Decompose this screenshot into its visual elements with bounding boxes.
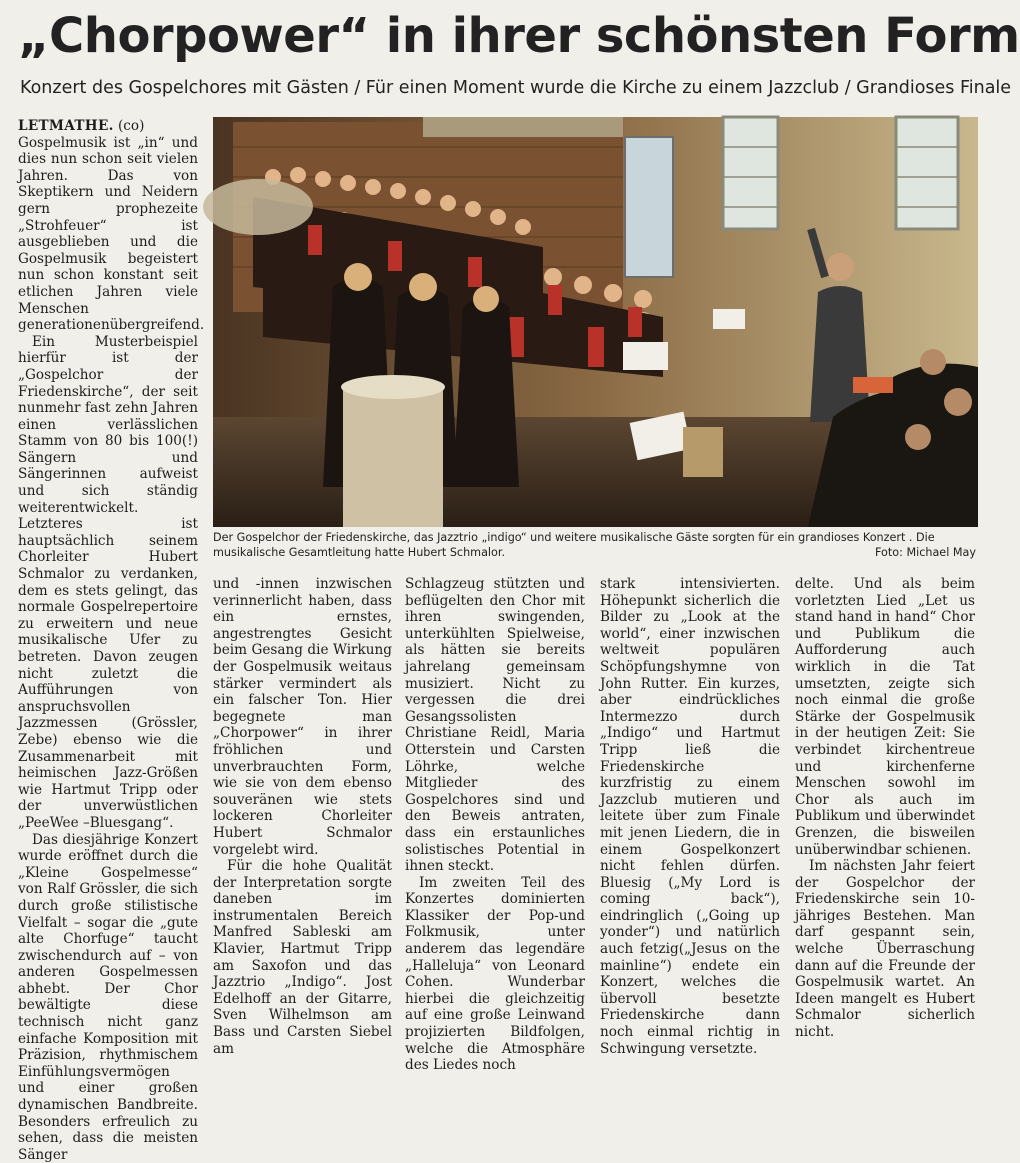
dateline-author: (co)	[113, 118, 145, 134]
text-column-2	[213, 576, 392, 1057]
photo-caption	[213, 530, 978, 560]
caption-text: Der Gospelchor der Friedenskirche, das Jazztrio „indigo“ und weitere musikalische Gäste sorgten für ein grandioses Konzert . Die musikalische Gesamtleitung hatte Hubert Schmalor.	[213, 531, 935, 559]
paragraph: delte. Und als beim vorletzten Lied „Let us stand hand in hand“ Chor und Publikum die Aufforderung auch wirklich in die Tat umsetzten, zeigte sich noch einmal die große Stärke der Gospelmusik in der heutigen Zeit: Sie verbindet kirchentreue und kirchenferne Menschen sowohl im Chor als auch im Publikum und überwindet Grenzen, die bisweilen unüberwindbar schienen.	[795, 576, 975, 858]
paragraph-text: Gospelmusik ist „in“ und dies nun schon seit vielen Jahren. Das von Skeptikern und Neidern gern prophezeite „Strohfeuer“ ist ausgeblieben und die Gospelmusik begeistert nun schon konstant seit etlichen Jahren viele Menschen generationenübergreifend.	[18, 134, 205, 334]
paragraph: Das diesjährige Konzert wurde eröffnet durch die „Kleine Gospelmesse“ von Ralf Grössler, die sich durch große stilistische Vielfalt – sogar die „gute alte Chorfuge“ taucht zwischendurch auf – von anderen Gospelmessen abhebt. Der Chor bewältigte diese technisch nicht ganz einfache Komposition mit Präzision, rhythmischem Einfühlungsvermögen und einer großen dynamischen Bandbreite. Besonders erfreulich zu sehen, dass die meisten Sänger	[18, 831, 198, 1163]
subheadline: Konzert des Gospelchores mit Gästen / Für einen Moment wurde die Kirche zu einem Jazzclub / Grandioses Finale	[20, 78, 1012, 98]
paragraph	[18, 118, 205, 334]
text-column-3	[405, 576, 585, 1074]
text-column-4	[600, 576, 780, 1057]
paragraph: Im zweiten Teil des Konzertes dominierten Klassiker der Pop-und Folkmusik, unter anderem das legendäre „Halleluja“ von Leonard Cohen. Wunderbar hierbei die gleichzeitig auf eine große Leinwand projizierten Bildfolgen, welche die Atmosphäre des Liedes noch	[405, 874, 585, 1074]
dateline: LETMATHE.	[18, 118, 114, 134]
choir-photo-illustration	[213, 117, 978, 527]
text-column-1	[18, 118, 205, 1163]
text-column-5	[795, 576, 975, 1041]
concert-photo	[213, 117, 978, 527]
paragraph: Im nächsten Jahr feiert der Gospelchor der Friedenskirche sein 10-jähriges Bestehen. Man darf gespannt sein, welche Überraschung dann auf die Freunde der Gospelmusik wartet. An Ideen mangelt es Hubert Schmalor sicherlich nicht.	[795, 858, 975, 1041]
paragraph: Schlagzeug stützten und beflügelten den Chor mit ihren swingenden, unterkühlten Spielweise, als hätten sie bereits jahrelang gemeinsam musiziert. Nicht zu vergessen die drei Gesangssolisten Christiane Reidl, Maria Otterstein und Carsten Löhrke, welche Mitglieder des Gospelchores sind und den Beweis antraten, dass ein erstaunliches solistisches Potential in ihnen steckt.	[405, 576, 585, 875]
photo-credit: Foto: Michael May	[875, 546, 976, 559]
headline: „Chorpower“ in ihrer schönsten Form	[18, 8, 1020, 64]
paragraph: Für die hohe Qualität der Interpretation sorgte daneben im instrumentalen Bereich Manfred Sableski am Klavier, Hartmut Tripp am Saxofon und das Jazztrio „Indigo“. Jost Edelhoff an der Gitarre, Sven Wilhelmson am Bass und Carsten Siebel am	[213, 858, 392, 1057]
paragraph: und -innen inzwischen verinnerlicht haben, dass ein ernstes, angestrengtes Gesicht beim Gesang die Wirkung der Gospelmusik weitaus stärker vermindert als ein falscher Ton. Hier begegnete man „Chorpower“ in ihrer fröhlichen und unverbrauchten Form, wie sie von dem ebenso souveränen wie stets lockeren Chorleiter Hubert Schmalor vorgelebt wird.	[213, 576, 392, 858]
paragraph: stark intensivierten. Höhepunkt sicherlich die Bilder zu „Look at the world“, einer inzwischen weltweit populären Schöpfungshymne von John Rutter. Ein kurzes, aber eindrückliches Intermezzo durch „Indigo“ und Hartmut Tripp ließ die Friedenskirche kurzfristig zu einem Jazzclub mutieren und leitete über zum Finale mit jenen Liedern, die in einem Gospelkonzert nicht fehlen dürfen. Bluesig („My Lord is coming back“), eindringlich („Going up yonder“) und natürlich auch fetzig(„Jesus on the mainline“) endete ein Konzert, welches die übervoll besetzte Friedenskirche dann noch einmal richtig in Schwingung versetzte.	[600, 576, 780, 1057]
paragraph: Ein Musterbeispiel hierfür ist der „Gospelchor der Friedenskirche“, der seit nunmehr fast zehn Jahren einen verlässlichen Stamm von 80 bis 100(!) Sängern und Sängerinnen aufweist und sich ständig weiterentwickelt. Letzteres ist hauptsächlich seinem Chorleiter Hubert Schmalor zu verdanken, dem es stets gelingt, das normale Gospelrepertoire zu erweitern und neue musikalische Ufer zu betreten. Davon zeugen nicht zuletzt die Aufführungen von anspruchsvollen Jazzmessen (Grössler, Zebe) ebenso wie die Zusammenarbeit mit heimischen Jazz-Größen wie Hartmut Tripp oder der unverwüstlichen „PeeWee –Bluesgang“.	[18, 333, 198, 831]
